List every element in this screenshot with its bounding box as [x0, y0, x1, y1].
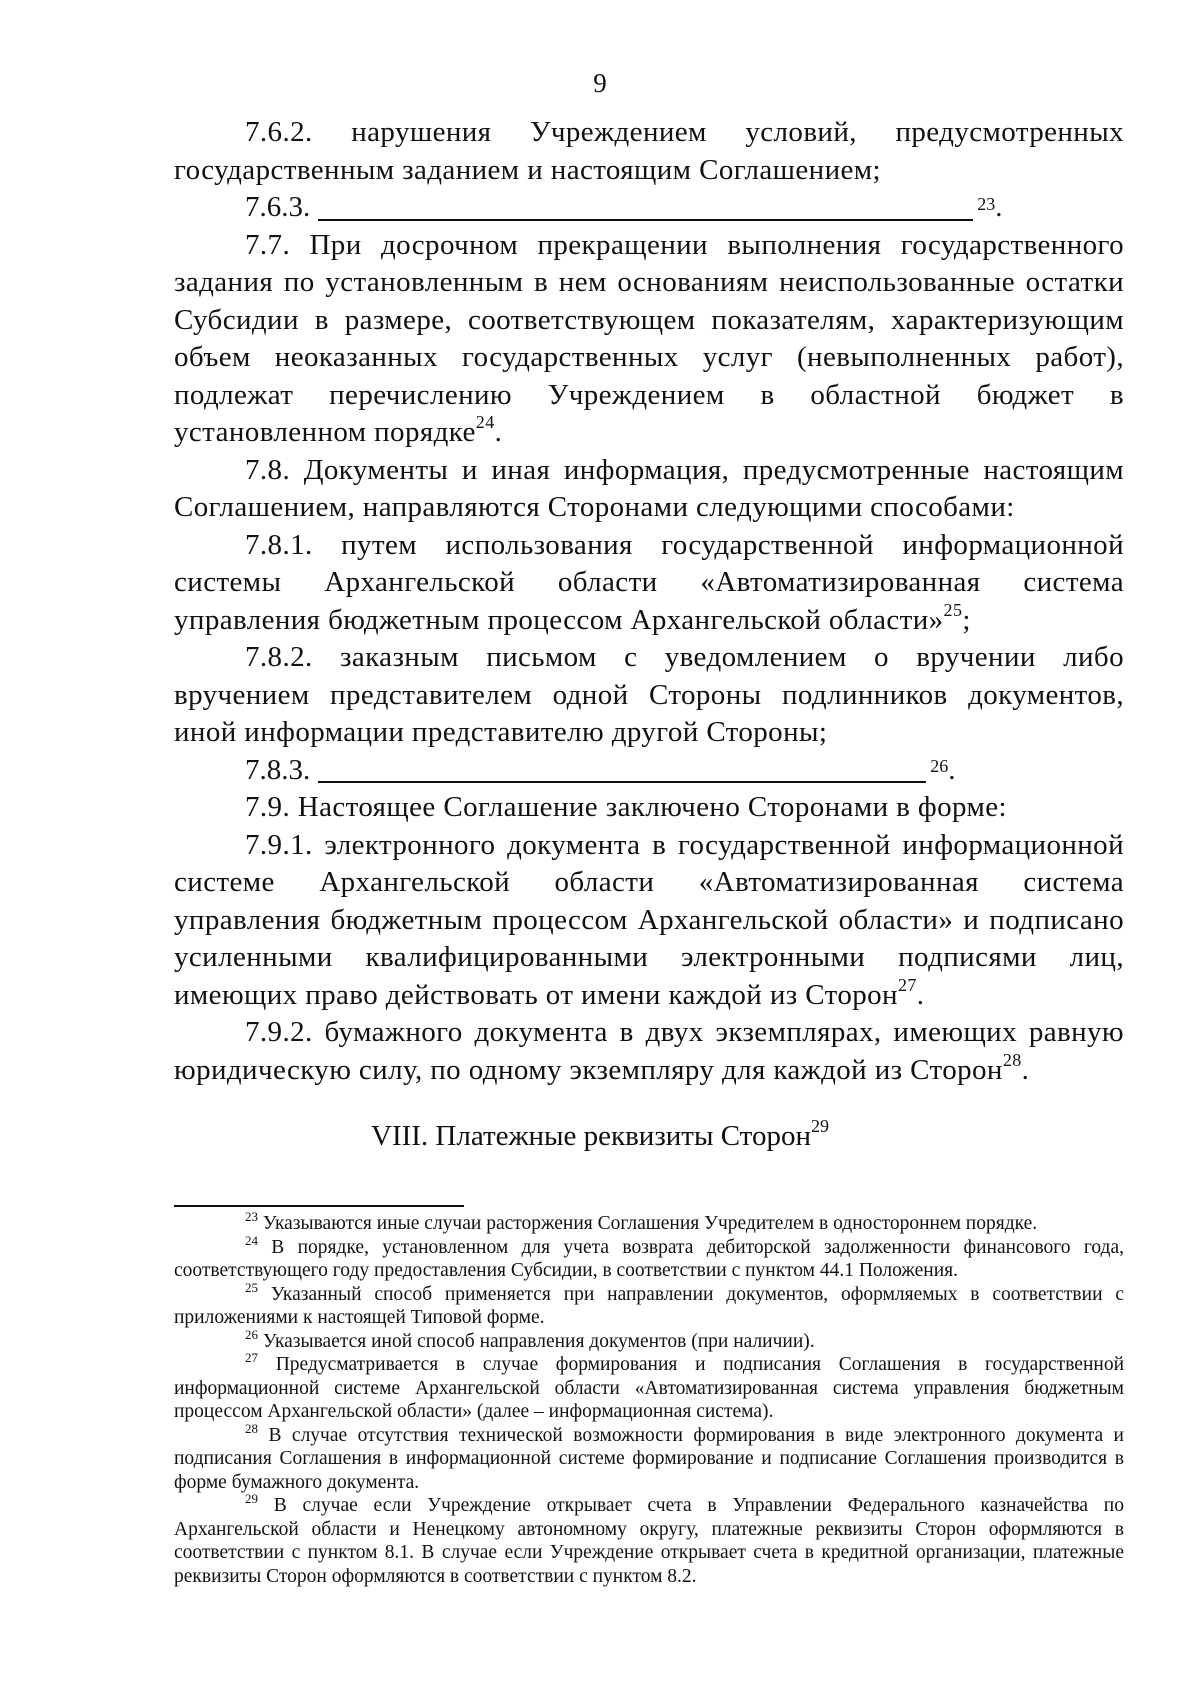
footnote: [174, 1420, 1124, 1495]
clause-number: 7.6.2.: [245, 116, 313, 148]
clause-7-9-2: [174, 1014, 1124, 1089]
footnote-number: 28: [245, 1420, 258, 1436]
clause-end: .: [916, 978, 925, 1011]
page-number: 9: [593, 68, 607, 98]
footnote: [174, 1491, 1124, 1588]
fill-in-blank: [318, 753, 926, 783]
footnote-ref: 24: [475, 412, 495, 432]
footnote-ref: 29: [810, 1116, 829, 1136]
clause-7-6-2: [174, 114, 1124, 189]
footnote-text: В порядке, установленном для учета возврата дебиторской задолженности финансового года, соответствующего году предоставления Субсидии, в соответствии с пунктом 44.1 Положения.: [174, 1236, 1124, 1281]
clause-7-6-3: [174, 189, 1124, 227]
footnote-separator: [174, 1205, 464, 1207]
footnote: [174, 1279, 1124, 1330]
footnote-ref: 25: [943, 599, 963, 620]
clause-text: 7.9.1. электронного документа в государственной информационной системе Архангельской области «Автоматизированная система управления бюджетным процессом Архангельской области» и подписано усиленными квалифицированными электронными подписями лиц, имеющих право действовать от имени каждой из Сторон: [174, 828, 1124, 1011]
clause-number: 7.8.3.: [245, 753, 311, 786]
clause-text: 7.9.2. бумажного документа в двух экземплярах, имеющих равную юридическую силу, по одному экземпляру для каждой из Сторон: [174, 1016, 1124, 1086]
footnote-text: Указанный способ применяется при направлении документов, оформляемых в соответствии с приложениями к настоящей Типовой форме.: [174, 1283, 1124, 1328]
clause-end: .: [948, 753, 956, 786]
footnote-number: 26: [245, 1326, 258, 1342]
footnote: [174, 1326, 1124, 1354]
clause-7-8-1: [174, 527, 1124, 640]
footnote-number: 25: [245, 1279, 258, 1295]
clause-7-8-3: [174, 752, 1124, 790]
clause-end: ;: [962, 603, 971, 636]
clause-text: 7.7. При досрочном прекращении выполнения государственного задания по установленным в нем основаниям неиспользованные остатки Субсидии в размере, соответствующем показателям, характеризующим объем неоказанных государственных услуг (невыполненных работ), подлежат перечислению Учреждением в областной бюджет в установленном порядке: [174, 228, 1124, 448]
footnote-number: 29: [245, 1491, 258, 1506]
clause-text: 7.9. Настоящее Соглашение заключено Сторонами в форме:: [245, 791, 1007, 823]
footnote-text: В случае если Учреждение открывает счета в Управлении Федерального казначейства по Архангельской области и Ненецкому автономному округу, платежные реквизиты Сторон оформляются в соответствии с пунктом 8.1. В случае если Учреждение открывает счета в кредитной организации, платежные реквизиты Сторон оформляются в соответствии с пунктом 8.2.: [174, 1495, 1124, 1587]
clause-end: .: [1021, 1053, 1030, 1086]
clause-text: 7.8.1. путем использования государственной информационной системы Архангельской области «Автоматизированная система управления бюджетным процессом Архангельской области»: [174, 528, 1124, 636]
clause-end: .: [494, 416, 503, 448]
footnote-ref: 27: [897, 974, 917, 995]
clause-text: 7.8. Документы и иная информация, предусмотренные настоящим Соглашением, направляются Сторонами следующими способами:: [174, 453, 1124, 523]
footnote: [174, 1209, 1124, 1236]
clause-end: .: [995, 191, 1003, 223]
footnote-number: 23: [245, 1209, 258, 1224]
footnote-text: Указываются иные случаи расторжения Соглашения Учредителем в одностороннем порядке.: [258, 1213, 1038, 1234]
clause-number: 7.6.3.: [245, 191, 311, 223]
footnote-ref: 28: [1002, 1049, 1022, 1070]
footnote-ref: 23: [977, 193, 996, 214]
clause-7-9: [174, 789, 1124, 827]
footnote: [174, 1350, 1124, 1424]
document-body: [174, 114, 1124, 1089]
footnotes: [174, 1209, 1124, 1588]
footnote: [174, 1232, 1124, 1283]
footnote-text: Предусматривается в случае формирования и подписания Соглашения в государственной информационной системе Архангельской области «Автоматизированная система управления бюджетным процессом Архангельской области» (далее – информационная система).: [174, 1354, 1124, 1422]
fill-in-blank: [318, 191, 973, 221]
clause-text: нарушения Учреждением условий, предусмотренных государственным заданием и настоящим Соглашением;: [174, 116, 1124, 186]
section-heading-text: VIII. Платежные реквизиты Сторон: [371, 1120, 811, 1152]
clause-7-8: [174, 452, 1124, 527]
clause-7-8-2: [174, 639, 1124, 752]
clause-7-9-1: [174, 827, 1124, 1015]
clause-text: 7.8.2. заказным письмом с уведомлением о вручении либо вручением представителем одной Стороны подлинников документов, иной информации представителю другой Стороны;: [174, 641, 1124, 748]
footnote-number: 27: [245, 1350, 258, 1365]
footnote-text: В случае отсутствия технической возможности формирования в виде электронного документа и подписания Соглашения в информационной системе формирование и подписание Соглашения производится в форме бумажного документа.: [174, 1424, 1124, 1493]
clause-7-7: [174, 227, 1124, 452]
section-heading: [0, 1116, 1200, 1152]
footnote-text: Указывается иной способ направления документов (при наличии).: [258, 1330, 815, 1352]
footnote-number: 24: [245, 1232, 258, 1248]
footnote-ref: 26: [930, 756, 949, 776]
